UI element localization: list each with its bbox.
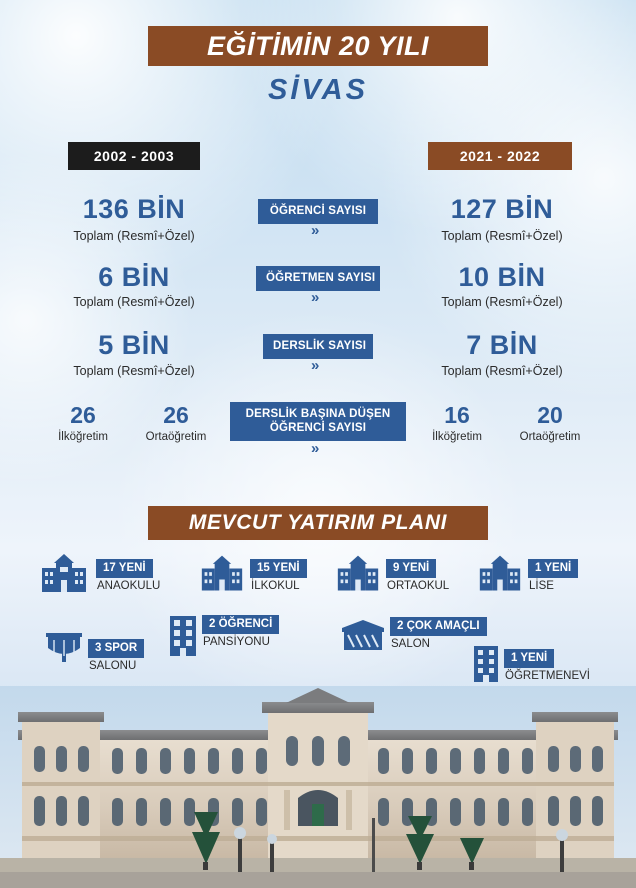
row4-left-note-2: Ortaöğretim bbox=[145, 431, 207, 443]
dormitory-icon bbox=[166, 614, 200, 658]
row3-left-note: Toplam (Resmî+Özel) bbox=[73, 364, 195, 378]
plan-item-5-sub: PANSİYONU bbox=[203, 636, 270, 648]
page-title: EĞİTİMİN 20 YILI bbox=[206, 30, 430, 61]
plan-item-3-tag: 1 YENİ bbox=[528, 559, 578, 578]
row4-label-line1: DERSLİK BAŞINA DÜŞEN bbox=[245, 408, 391, 420]
period-chip-left: 2002 - 2003 bbox=[68, 142, 200, 170]
investment-plan-banner bbox=[148, 506, 488, 540]
row4-right-note-1: İlköğretim bbox=[432, 431, 482, 443]
plan-item-6-tag: 2 ÇOK AMAÇLI bbox=[390, 617, 487, 636]
plan-item-1-tag: 15 YENİ bbox=[250, 559, 307, 578]
row4-right-value-2: 20 bbox=[537, 402, 563, 428]
row1-right-value: 127 BİN bbox=[450, 194, 554, 224]
row-label-students: ÖĞRENCİ SAYISI bbox=[258, 199, 378, 224]
plan-item-0 bbox=[96, 558, 160, 592]
building-illustration bbox=[0, 686, 636, 888]
row4-label-line2: ÖĞRENCİ SAYISI bbox=[269, 422, 367, 435]
row4-left-value-2: 26 bbox=[163, 402, 189, 428]
row-label-classrooms: DERSLİK SAYISI bbox=[263, 334, 373, 359]
chevron-icon-4: » bbox=[311, 440, 318, 457]
row-label-teachers: ÖĞRETMEN SAYISI bbox=[256, 266, 380, 291]
plan-item-1-sub: İLKOKUL bbox=[251, 580, 300, 592]
chevron-icon-1: » bbox=[311, 222, 318, 239]
plan-item-4-tag: 3 SPOR bbox=[88, 639, 144, 658]
period-chip-right: 2021 - 2022 bbox=[428, 142, 572, 170]
row3-right-note: Toplam (Resmî+Özel) bbox=[441, 364, 563, 378]
row3-left-value: 5 BİN bbox=[98, 330, 170, 360]
row1-left-note: Toplam (Resmî+Özel) bbox=[73, 229, 195, 243]
plan-item-6-sub: SALON bbox=[391, 638, 430, 650]
row1-left-value: 136 BİN bbox=[82, 194, 186, 224]
plan-item-5-tag: 2 ÖĞRENCİ bbox=[202, 615, 279, 634]
row2-right-note: Toplam (Resmî+Özel) bbox=[441, 295, 563, 309]
plan-item-7-sub: ÖĞRETMENEVİ bbox=[505, 670, 590, 682]
teacher-house-icon bbox=[470, 644, 502, 684]
multipurpose-hall-icon bbox=[340, 618, 386, 652]
plan-item-7 bbox=[504, 648, 590, 682]
plan-item-4 bbox=[88, 638, 144, 672]
province-subtitle: SİVAS bbox=[268, 74, 368, 106]
plan-item-4-sub: SALONU bbox=[89, 660, 137, 672]
plan-item-3-sub: LİSE bbox=[529, 580, 554, 592]
basketball-hoop-icon bbox=[44, 632, 84, 666]
plan-item-7-tag: 1 YENİ bbox=[504, 649, 554, 668]
plan-item-0-tag: 17 YENİ bbox=[96, 559, 153, 578]
plan-item-2-sub: ORTAOKUL bbox=[387, 580, 450, 592]
row1-right-note: Toplam (Resmî+Özel) bbox=[441, 229, 563, 243]
school-building-icon bbox=[200, 554, 244, 594]
plan-item-5 bbox=[202, 614, 279, 648]
row-label-students-per-classroom bbox=[230, 402, 406, 441]
plan-item-0-sub: ANAOKULU bbox=[97, 580, 161, 592]
historic-building-photo bbox=[0, 686, 636, 888]
row2-left-value: 6 BİN bbox=[98, 262, 170, 292]
title-banner bbox=[148, 26, 488, 66]
chevron-icon-2: » bbox=[311, 289, 318, 306]
row4-right-note-2: Ortaöğretim bbox=[519, 431, 581, 443]
row3-right-value: 7 BİN bbox=[466, 330, 538, 360]
school-building-icon bbox=[478, 554, 522, 594]
plan-item-1 bbox=[250, 558, 307, 592]
school-building-icon bbox=[336, 554, 380, 594]
row2-left-note: Toplam (Resmî+Özel) bbox=[73, 295, 195, 309]
row4-left-note-1: İlköğretim bbox=[58, 431, 108, 443]
chevron-icon-3: » bbox=[311, 357, 318, 374]
plan-item-2-tag: 9 YENİ bbox=[386, 559, 436, 578]
plan-item-3 bbox=[528, 558, 578, 592]
investment-plan-title: MEVCUT YATIRIM PLANI bbox=[188, 511, 448, 534]
row2-right-value: 10 BİN bbox=[458, 262, 546, 292]
school-building-icon bbox=[40, 554, 88, 594]
row4-left-value-1: 26 bbox=[70, 402, 96, 428]
plan-item-2 bbox=[386, 558, 449, 592]
row4-right-value-1: 16 bbox=[444, 402, 470, 428]
